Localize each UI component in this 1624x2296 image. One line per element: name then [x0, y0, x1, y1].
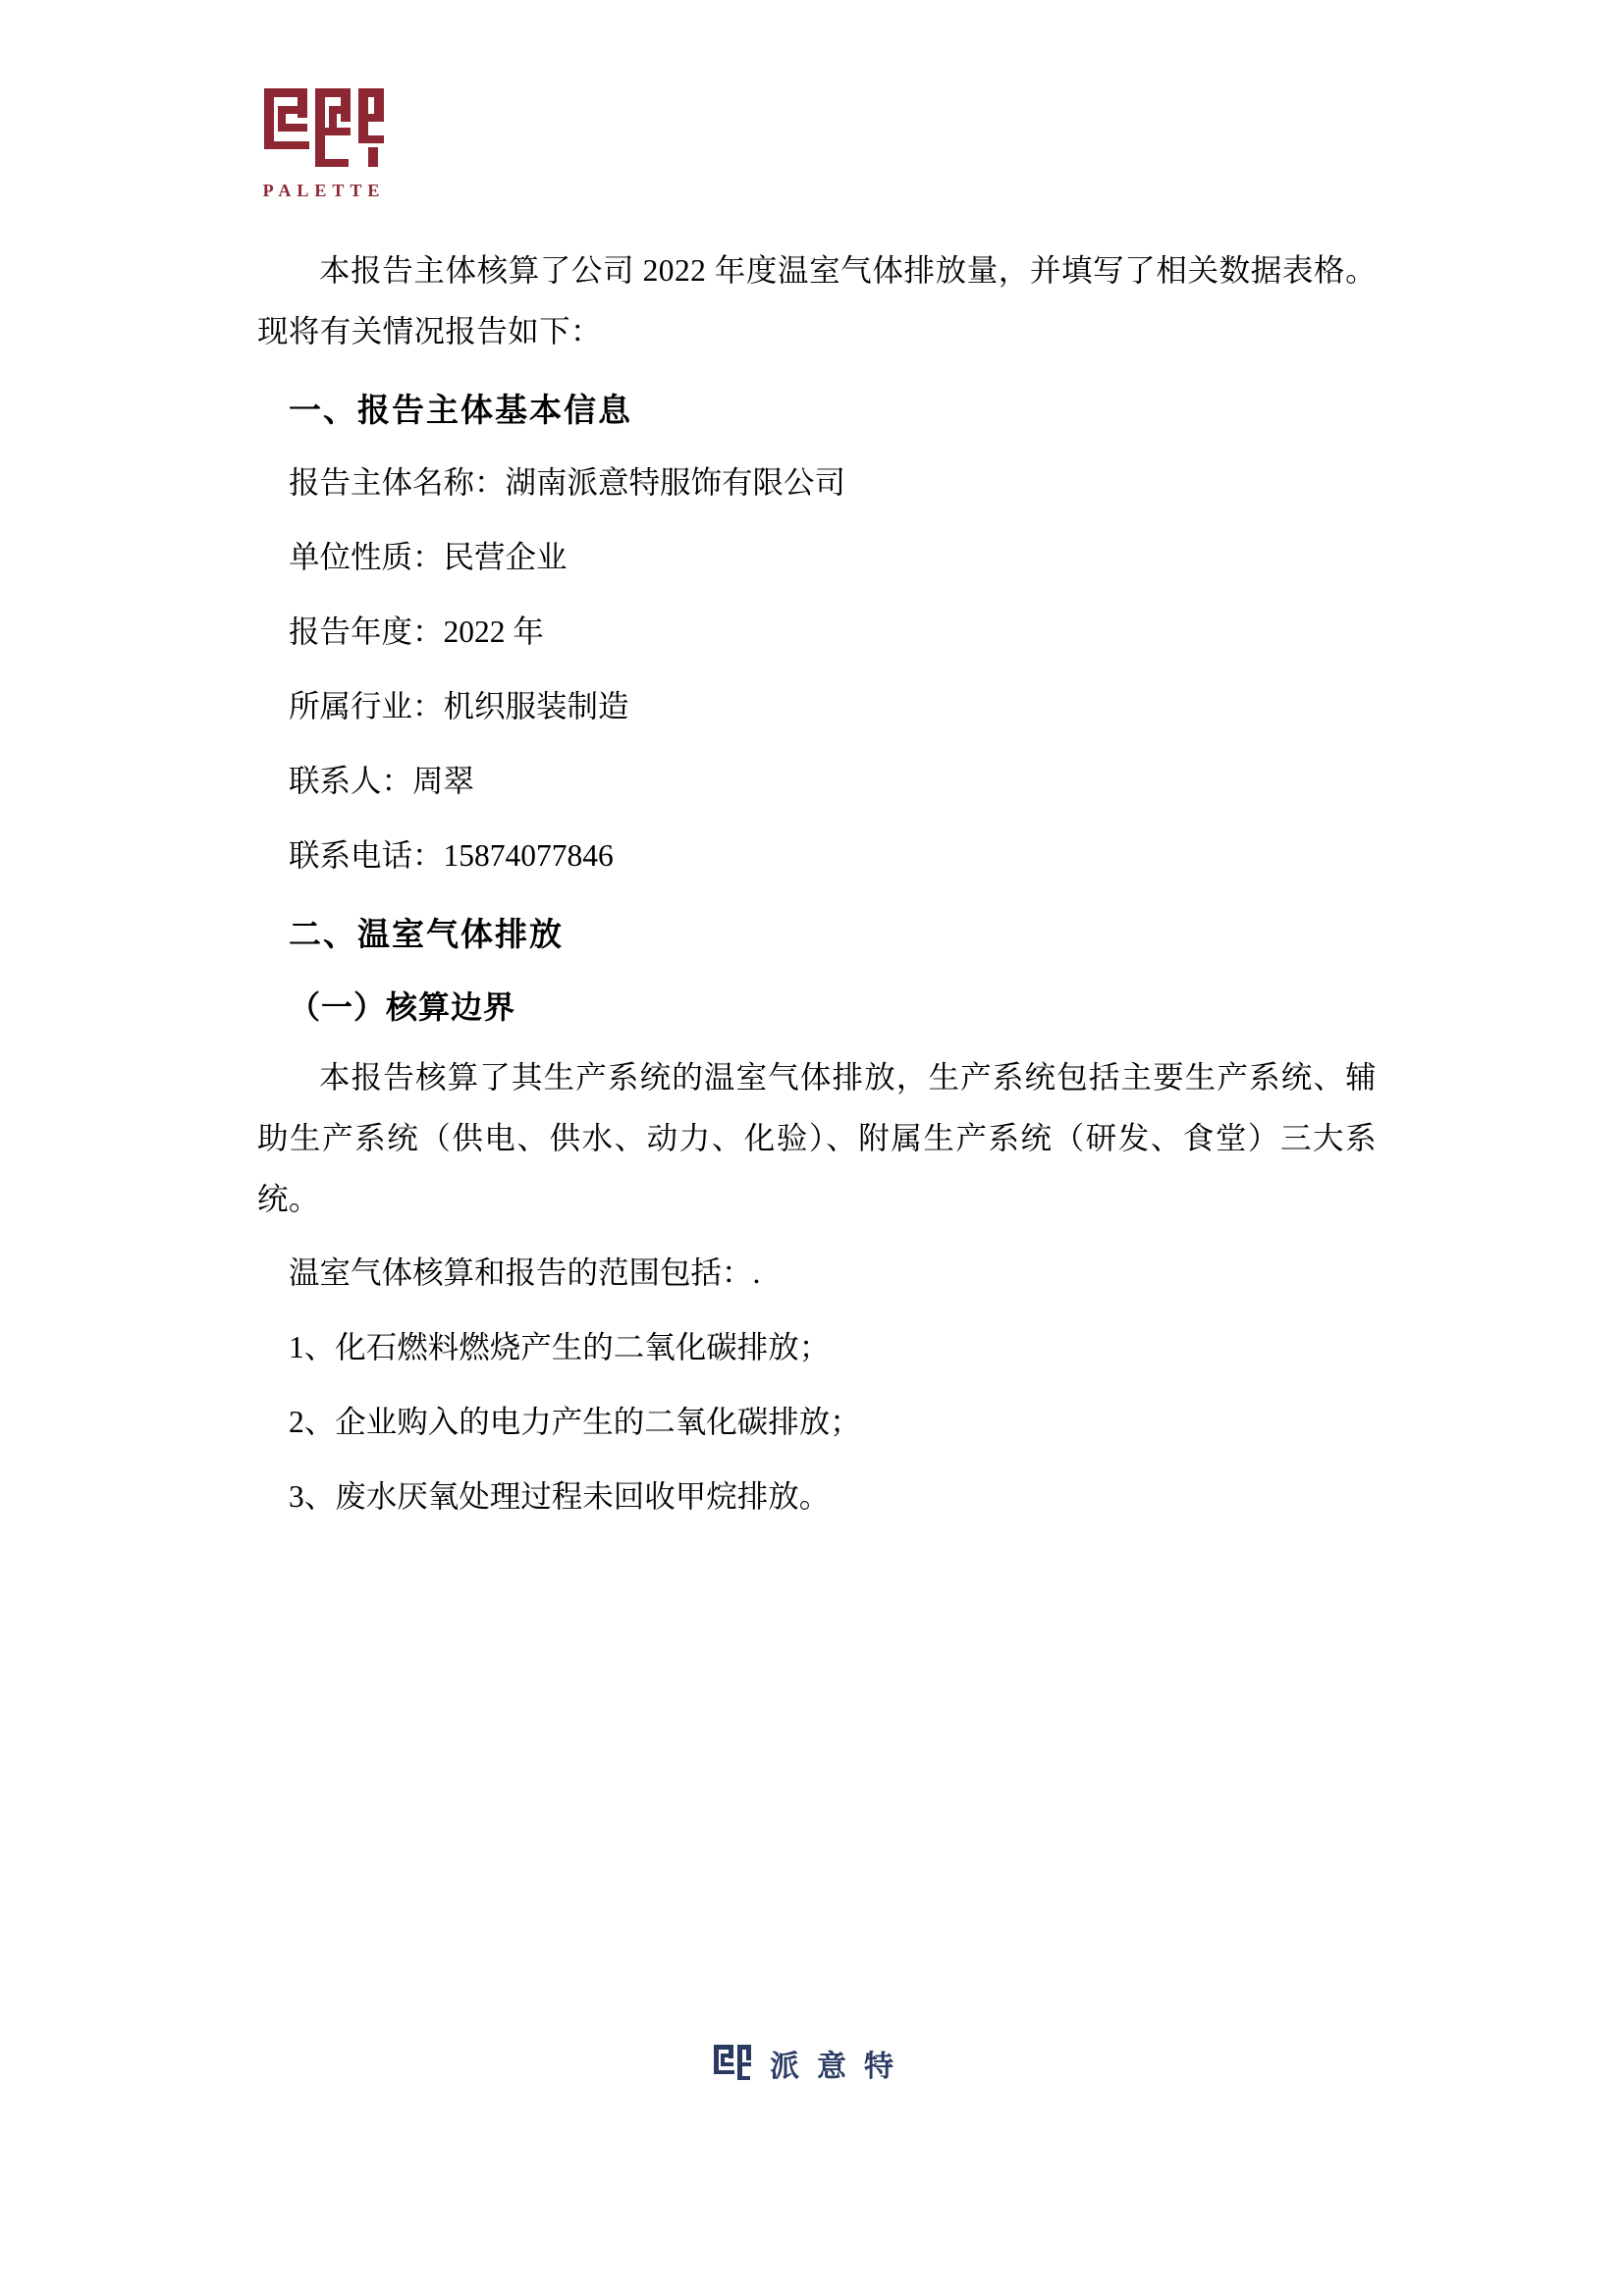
boundary-paragraph: 本报告核算了其生产系统的温室气体排放，生产系统包括主要生产系统、辅助生产系统（供电、供水、动力、化验）、附属生产系统（研发、食堂）三大系统。: [257, 1060, 1377, 1216]
scope-item-3: 3、废水厌氧处理过程未回收甲烷排放。: [289, 1479, 831, 1514]
section-1-heading: 一、报告主体基本信息: [289, 391, 632, 429]
field-entity-type: 单位性质：民营企业: [289, 540, 568, 574]
scope-item-1: 1、化石燃料燃烧产生的二氧化碳排放；: [289, 1330, 831, 1364]
intro-paragraph: 本报告主体核算了公司 2022 年度温室气体排放量，并填写了相关数据表格。现将有关情况报告如下：: [257, 253, 1377, 348]
field-report-year: 报告年度：2022 年: [289, 614, 544, 649]
document-body: [257, 84, 1377, 1541]
scope-intro-paragraph: 温室气体核算和报告的范围包括：.: [289, 1255, 761, 1290]
page-footer: [0, 2042, 1624, 2085]
footer-wordmark: 派意特: [770, 2050, 911, 2084]
subsection-1-heading: （一）核算边界: [289, 988, 516, 1026]
logo-wordmark: PALETTE: [262, 181, 386, 200]
field-industry: 所属行业：机织服装制造: [289, 689, 629, 723]
palette-footer-mark-icon: [713, 2043, 752, 2084]
field-contact-person: 联系人：周翠: [289, 764, 475, 798]
field-contact-phone: 联系电话：15874077846: [289, 838, 614, 873]
palette-logo-mark-icon: [262, 84, 386, 175]
company-logo: [262, 84, 409, 207]
field-entity-name: 报告主体名称：湖南派意特服饰有限公司: [289, 465, 846, 500]
scope-item-2: 2、企业购入的电力产生的二氧化碳排放；: [289, 1405, 861, 1439]
section-2-heading: 二、温室气体排放: [289, 915, 564, 953]
